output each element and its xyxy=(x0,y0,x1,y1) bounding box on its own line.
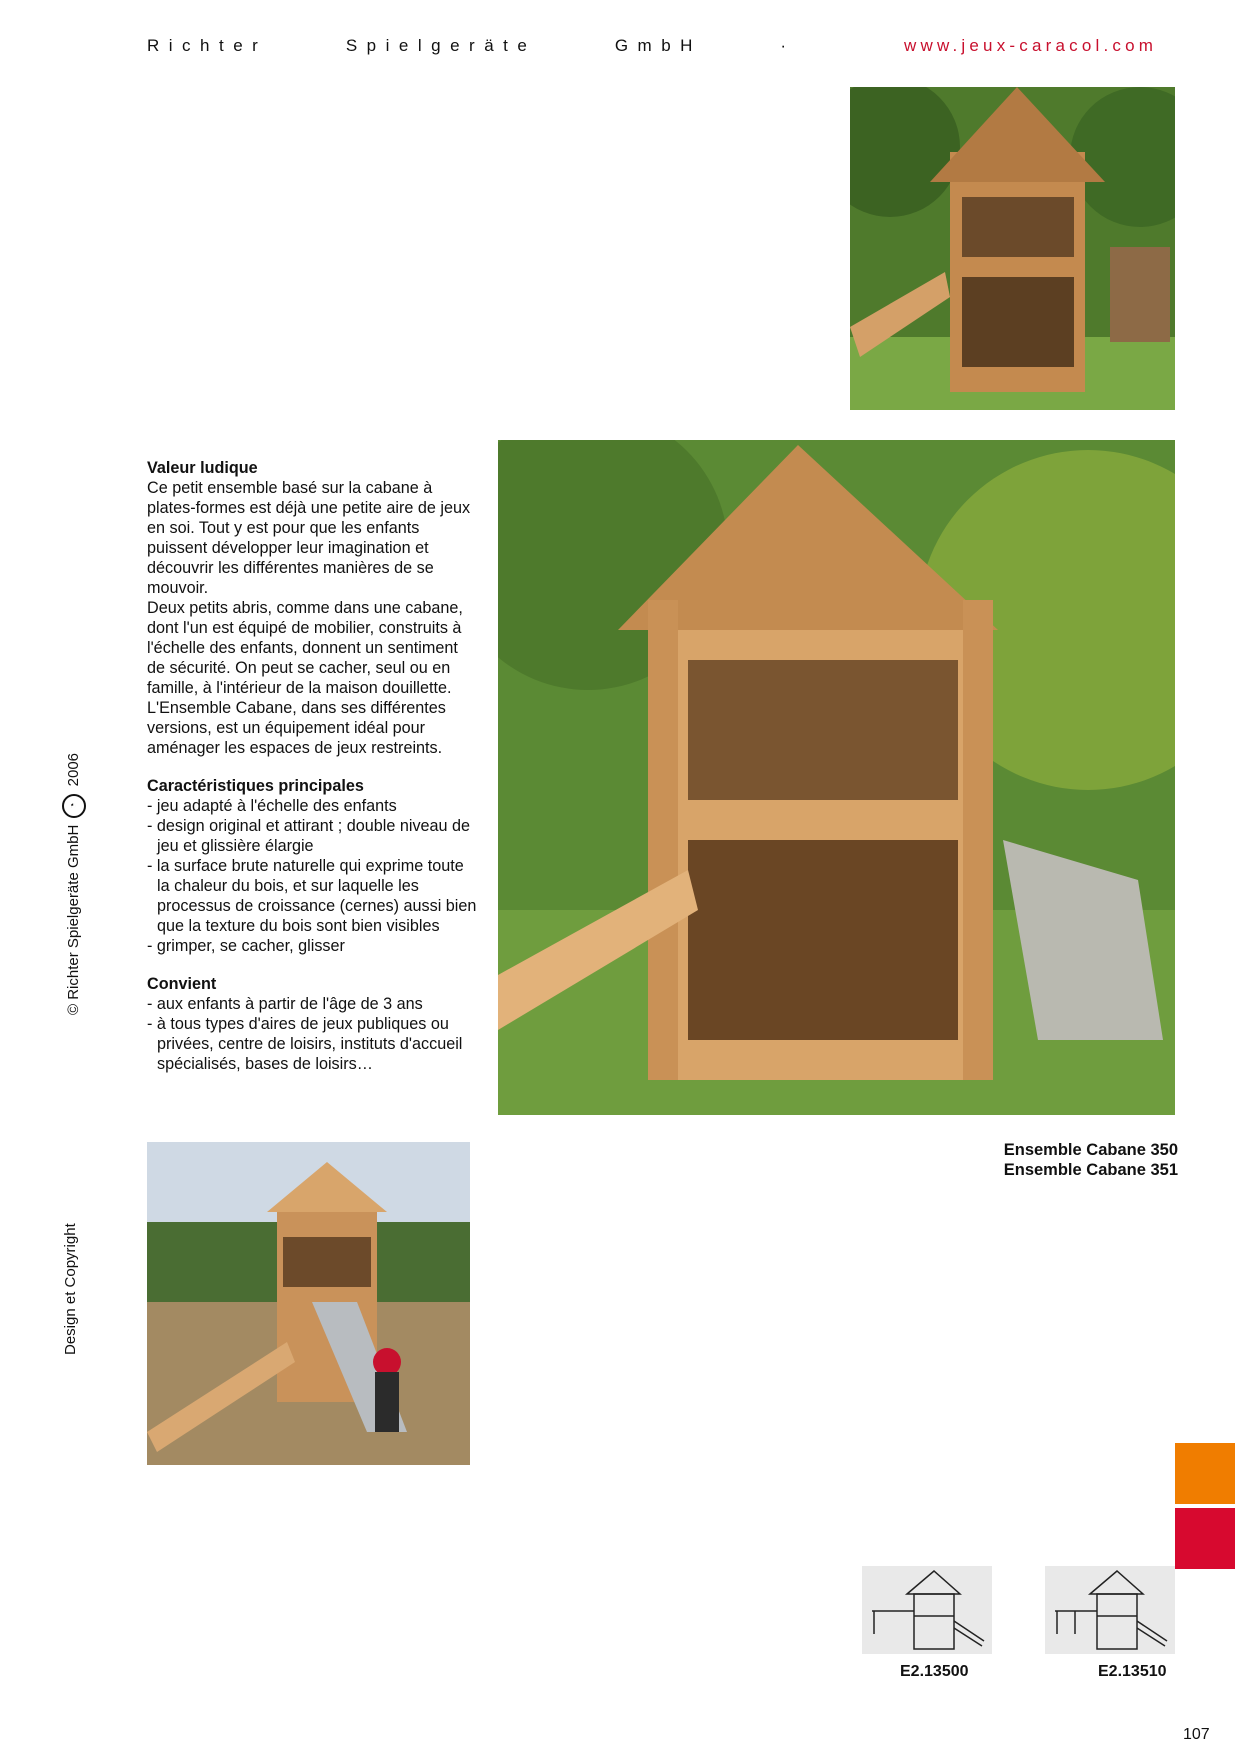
copyright-year: 2006 xyxy=(64,752,82,787)
section-title: Caractéristiques principales xyxy=(147,777,364,795)
photo-bottom-left xyxy=(147,1142,470,1465)
paragraph: L'Ensemble Cabane, dans ses différentes versions, est un équipement idéal pour aménager les espaces de jeux restreints. xyxy=(147,699,446,757)
list-item: - design original et attirant ; double niveau de jeu et glissière élargie xyxy=(147,816,479,856)
color-tab-orange xyxy=(1175,1443,1235,1504)
page-number: 107 xyxy=(1183,1726,1210,1743)
list-item: - grimper, se cacher, glisser xyxy=(147,936,479,956)
list-item: - aux enfants à partir de l'âge de 3 ans xyxy=(147,994,479,1014)
playhouse-drawing-icon xyxy=(862,1566,992,1654)
header-word: Richter xyxy=(147,36,268,55)
paragraph: Ce petit ensemble basé sur la cabane à plates-formes est déjà une petite aire de jeux en soi. Tout y est pour que les enfants puissent développer leur imagination et découvrir les différentes manières de se mouvoir. xyxy=(147,479,471,597)
paragraph: Deux petits abris, comme dans une cabane, dont l'un est équipé de mobilier, construits à l'échelle des enfants, donnent un sentiment de sécurité. On peut se cacher, seul ou en famille, à l'intérieur de la maison douillette. xyxy=(147,599,463,697)
caption-line: Ensemble Cabane 351 xyxy=(1003,1161,1178,1179)
logo-icon: ◔ xyxy=(62,794,86,818)
list-item: - jeu adapté à l'échelle des enfants xyxy=(147,796,479,816)
header-word: GmbH xyxy=(614,36,702,55)
caption-line: Ensemble Cabane 350 xyxy=(1003,1141,1178,1159)
photo-top-right xyxy=(850,87,1175,410)
header-word: Spielgeräte xyxy=(345,36,537,55)
product-code: E2.13510 xyxy=(1098,1663,1167,1680)
product-captions xyxy=(900,1140,1178,1180)
product-code: E2.13500 xyxy=(900,1663,969,1680)
list-item: - la surface brute naturelle qui exprime toute la chaleur du bois, et sur laquelle les processus de croissance (cernes) aussi bien que la texture du bois sont bien visibles xyxy=(147,856,479,936)
section-title: Convient xyxy=(147,975,217,993)
photo-main xyxy=(498,440,1175,1115)
section-convient xyxy=(147,974,479,1074)
list-item: - à tous types d'aires de jeux publiques ou privées, centre de loisirs, instituts d'accueil spécialisés, bases de loisirs… xyxy=(147,1014,479,1074)
section-caracteristiques xyxy=(147,776,479,956)
header-company xyxy=(147,36,847,56)
copyright-text: © Richter Spielgeräte GmbH xyxy=(64,824,82,1015)
header-separator: · xyxy=(780,36,796,55)
color-tab-red xyxy=(1175,1508,1235,1569)
feature-list xyxy=(147,796,479,956)
product-drawing-1 xyxy=(862,1566,992,1654)
description-column xyxy=(147,458,479,1092)
design-copyright-vertical: Design et Copyright xyxy=(62,1223,79,1355)
playhouse-drawing-icon xyxy=(1045,1566,1175,1654)
suitability-list xyxy=(147,994,479,1074)
section-title: Valeur ludique xyxy=(147,459,258,477)
product-drawing-2 xyxy=(1045,1566,1175,1654)
header-url[interactable]: www.jeux-caracol.com xyxy=(904,36,1158,55)
section-valeur-ludique xyxy=(147,458,479,758)
copyright-vertical xyxy=(62,753,86,1015)
